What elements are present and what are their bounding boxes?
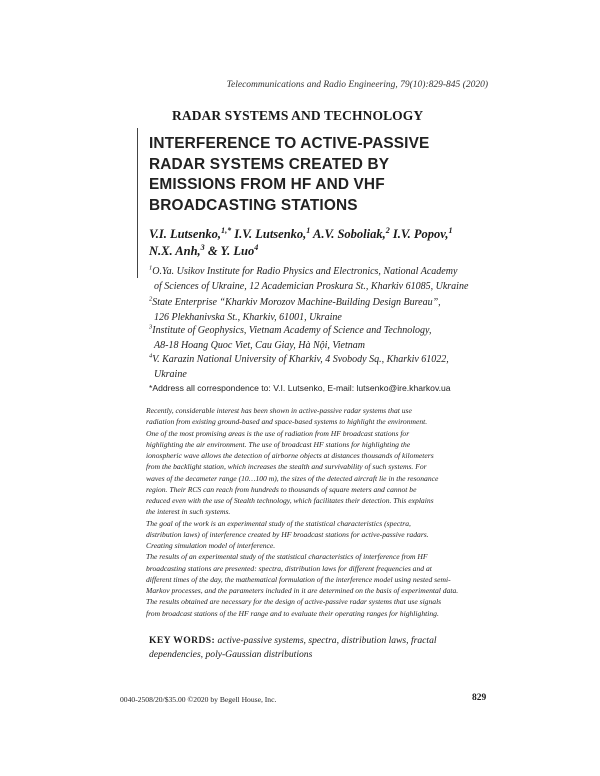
abstract-line: region. Their RCS can reach from hundreds to thousands of square meters and cannot be xyxy=(146,484,417,494)
keywords xyxy=(149,634,489,662)
journal-volume-pages: 79(10):829-845 (2020) xyxy=(397,80,488,90)
keywords-label: KEY WORDS: xyxy=(149,635,216,646)
abstract-line: waves of the decameter range (10…100 m), the sizes of the detected aircraft lie in the resonance xyxy=(146,473,439,483)
author-name: N.X. Anh, xyxy=(149,244,201,258)
author-affil-sup: 1 xyxy=(306,225,311,235)
abstract-line: The results obtained are necessary for the design of active-passive radar systems that use signals xyxy=(146,597,442,607)
author-affil-sup: 2 xyxy=(385,225,390,235)
abstract-line: Creating simulation model of interference. xyxy=(146,541,276,550)
abstract xyxy=(146,405,484,619)
author-line xyxy=(149,226,494,243)
abstract-line: One of the most promising areas is the use of radiation from HF broadcast stations for xyxy=(146,428,410,438)
section-heading: RADAR SYSTEMS AND TECHNOLOGY xyxy=(172,108,424,123)
author-name: V.I. Lutsenko, xyxy=(149,227,222,241)
abstract-line: from the backlight station, which increases the stealth and survivability of such systems. For xyxy=(146,462,427,472)
page-number: 829 xyxy=(472,693,487,703)
abstract-line: radiation from existing ground-based and space-based systems to highlight the environment. xyxy=(146,417,428,427)
author-affil-sup: 4 xyxy=(254,242,259,252)
abstract-line: reduced even with the use of Stealth technology, which facilitates their detection. This explains xyxy=(146,496,434,505)
keywords-text: active-passive systems, spectra, distribution laws, fractal xyxy=(215,635,437,646)
abstract-line: highlighting the air environment. The use of broadcast HF stations for highlighting the xyxy=(146,439,411,449)
abstract-line: the interest in such systems. xyxy=(146,507,231,517)
affiliation-2 xyxy=(149,296,494,325)
affiliation-line: $^3$Institute of Geophysics, Vietnam Academy of Science and Technology, xyxy=(149,323,432,336)
author-affil-sup: 3 xyxy=(200,242,205,252)
copyright-footer: 0040-2508/20/$35.00 ©2020 by Begell House, Inc. xyxy=(120,695,277,704)
affiliation-1 xyxy=(149,265,494,294)
author-affil-sup: 1,* xyxy=(221,225,232,235)
author-name: I.V. Lutsenko, xyxy=(231,227,307,241)
title-line: BROADCASTING STATIONS xyxy=(149,196,358,214)
journal-citation xyxy=(227,80,488,90)
title-line: INTERFERENCE TO ACTIVE-PASSIVE xyxy=(149,135,430,152)
abstract-line: from broadcast stations of the HF range and to evaluate their operating ranges for highlighting. xyxy=(146,608,439,618)
title-line: EMISSIONS FROM HF AND VHF xyxy=(149,176,385,193)
affiliation-line: Ukraine xyxy=(154,368,187,380)
author-name: I.V. Popov, xyxy=(389,227,449,241)
abstract-line: Recently, considerable interest has been shown in active-passive radar systems that use xyxy=(146,406,412,415)
author-name: & Y. Luo xyxy=(204,244,255,258)
affiliation-line: $^4$V. Karazin National University of Kharkiv, 4 Svobody Sq., Kharkiv 61022, xyxy=(149,352,449,365)
journal-name: Telecommunications and Radio Engineering, xyxy=(226,80,398,90)
abstract-line: Markov processes, and the parameters included in it are determined on the basis of experimental data. xyxy=(146,586,459,595)
paper-title xyxy=(149,134,469,216)
affiliation-line: 126 Plekhanivska St., Kharkiv, 61001, Ukraine xyxy=(154,311,342,323)
abstract-line: distribution laws) of interference created by HF broadcast stations for active-passive radars. xyxy=(146,529,429,539)
author-list xyxy=(149,226,494,260)
abstract-line: The goal of the work is an experimental study of the statistical characteristics (spectra, xyxy=(146,518,411,528)
title-line: RADAR SYSTEMS CREATED BY xyxy=(149,155,390,173)
author-line xyxy=(149,243,494,260)
abstract-line: different times of the day, the mathematical formulation of the interference model using nested semi- xyxy=(146,574,451,584)
affiliation-line: $^2$State Enterprise “Kharkiv Morozov Machine-Building Design Bureau”, xyxy=(149,295,441,308)
abstract-line: The results of an experimental study of the statistical characteristics of interference from HF xyxy=(146,552,428,562)
affiliation-line: of Sciences of Ukraine, 12 Academician Proskura St., Kharkiv 61085, Ukraine xyxy=(154,280,469,292)
affiliation-line: $^1$O.Ya. Usikov Institute for Radio Physics and Electronics, National Academy xyxy=(149,264,458,277)
correspondence-note: *Address all correspondence to: V.I. Lutsenko, E-mail: lutsenko@ire.kharkov.ua xyxy=(149,383,451,393)
abstract-line: broadcasting stations are presented: spectra, distribution laws for different frequencies and at xyxy=(146,563,432,573)
title-rule xyxy=(137,128,138,278)
keywords-line xyxy=(149,634,489,648)
keywords-line: dependencies, poly-Gaussian distributions xyxy=(149,649,313,660)
affiliation-4 xyxy=(149,353,494,382)
author-affil-sup: 1 xyxy=(448,225,453,235)
affiliation-3 xyxy=(149,324,494,353)
author-name: A.V. Soboliak, xyxy=(310,227,386,241)
abstract-line: ionospheric wave allows the detection of airborne objects at distances thousands of kilometers xyxy=(146,451,434,460)
affiliation-line: A8-18 Hoang Quoc Viet, Cau Giay, Hà Nội, Vietnam xyxy=(154,339,365,351)
